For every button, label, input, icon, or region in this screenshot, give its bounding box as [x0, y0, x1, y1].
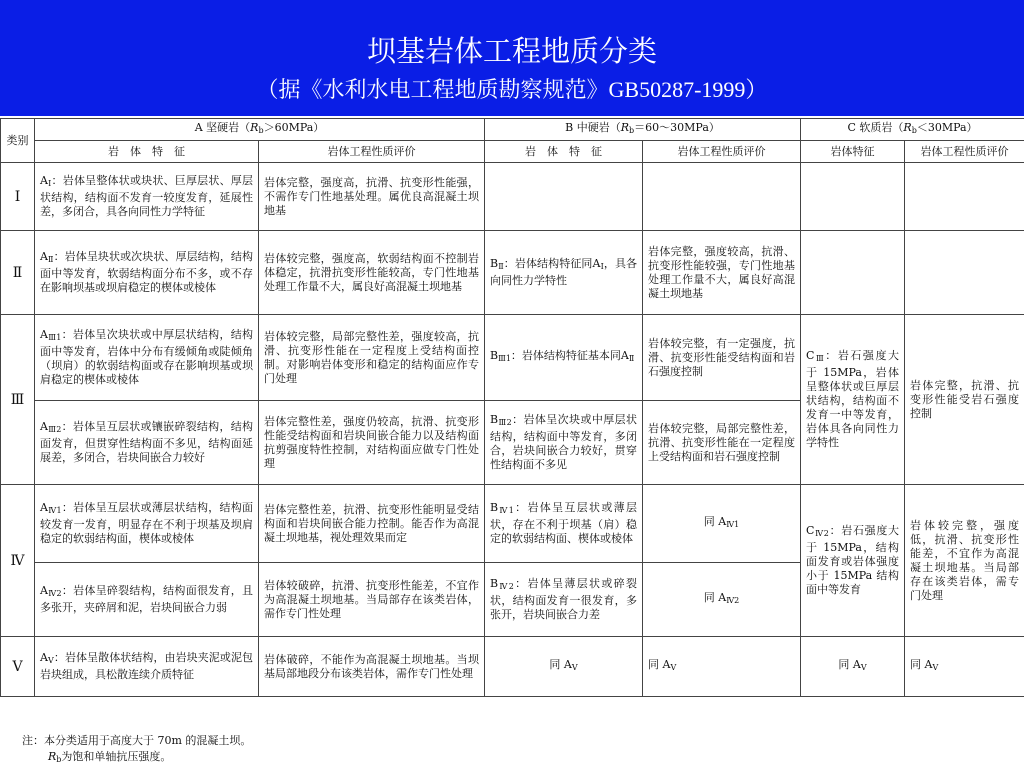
- class-label-3: Ⅲ: [1, 315, 35, 485]
- a-eval-cell: 岩体完整，强度高，抗滑、抗变形性能强，不需作专门性地基处理。属优良高混凝土坝地基: [259, 163, 485, 231]
- a-feature-cell: $A_{Ⅳ1}$：岩体呈互层状或薄层状结构，结构面较发育一发育，明显存在不利于坝基及坝肩稳定的软弱结构面，楔体或棱体: [35, 485, 259, 563]
- footnote-line-1: 注：本分类适用于高度大于 70m 的混凝土坝。: [22, 734, 252, 747]
- class-label-4: Ⅳ: [1, 485, 35, 637]
- class-label-1: Ⅰ: [1, 163, 35, 231]
- b-feature-cell: $B_{Ⅲ1}$：岩体结构特征基本同$A_Ⅱ$: [485, 315, 643, 401]
- page-subtitle: （据《水利水电工程地质勘察规范》GB50287-1999）: [256, 77, 768, 102]
- group-c-header: C 软质岩$(R_b<30MPa)$: [801, 119, 1024, 141]
- a-feature-cell: $A_Ⅰ$：岩体呈整体状或块状、巨厚层状、厚层状结构，结构面不发育一较度发育，延展性差，多闭合，具各向同性力学特征: [35, 163, 259, 231]
- table-row-class-1: [1, 163, 1024, 231]
- table-row-class-5: [1, 637, 1024, 697]
- table-row-class-4-1: [1, 485, 1024, 563]
- b-eval-cell: 岩体较完整，有一定强度，抗滑、抗变形性能受结构面和岩石强度控制: [643, 315, 801, 401]
- title-banner: [0, 0, 1024, 116]
- class-label-5: Ⅴ: [1, 637, 35, 697]
- b-eval-cell: 同 $A_Ⅴ$: [643, 637, 801, 697]
- group-b-header: B 中硬岩$(R_b=60\sim 30MPa)$: [485, 119, 801, 141]
- b-feature-cell: [485, 163, 643, 231]
- a-eval-cell: 岩体较完整，强度高，软弱结构面不控制岩体稳定，抗滑抗变形性能较高，专门性地基处理工作量不大，属良好高混凝土坝地基: [259, 231, 485, 315]
- a-eval-cell: 岩体破碎，不能作为高混凝土坝地基。当坝基局部地段分布该类岩体，需作专门性处理: [259, 637, 485, 697]
- c-feature-cell: 同 $A_Ⅴ$: [801, 637, 905, 697]
- b-feature-cell: $B_Ⅱ$：岩体结构特征同$A_Ⅰ$，具各向同性力学特性: [485, 231, 643, 315]
- classification-table: [0, 118, 1024, 697]
- a-eval-cell: 岩体完整性差，强度仍较高，抗滑、抗变形性能受结构面和岩块间嵌合能力以及结构面抗剪强度特性控制，对结构面应做专门性处理: [259, 401, 485, 485]
- b-eval-cell: 岩体完整，强度较高，抗滑、抗变形性能较强，专门性地基处理工作量不大，属良好高混凝土坝地基: [643, 231, 801, 315]
- a-feature-cell: $A_Ⅱ$：岩体呈块状或次块状、厚层结构，结构面中等发育，软弱结构面分布不多，或不存在影响坝基或坝肩稳定的楔体或棱体: [35, 231, 259, 315]
- a-feature-cell: $A_Ⅴ$：岩体呈散体状结构，由岩块夹泥或泥包岩块组成，具松散连续介质特征: [35, 637, 259, 697]
- a-feature-cell: $A_{Ⅳ2}$：岩体呈碎裂结构，结构面很发育，且多张开，夹碎屑和泥，岩块间嵌合力弱: [35, 563, 259, 637]
- table-row-class-3-1: [1, 315, 1024, 401]
- category-header: 类别: [1, 119, 35, 163]
- c-eval-cell: [905, 231, 1024, 315]
- table-row-class-2: [1, 231, 1024, 315]
- group-header-row: [1, 119, 1024, 141]
- b-feature-cell: $B_{Ⅲ2}$：岩体呈次块或中厚层状结构，结构面中等发育，多闭合，岩块间嵌合力较好，贯穿性结构面不多见: [485, 401, 643, 485]
- a-eval-cell: 岩体较完整，局部完整性差，强度较高，抗滑、抗变形性能在一定程度上受结构面控制。对影响岩体变形和稳定的结构面应作专门处理: [259, 315, 485, 401]
- c-eval-cell: [905, 163, 1024, 231]
- c-feature-cell: $C_Ⅲ$：岩石强度大于 15MPa，岩体呈整体状或巨厚层状结构，结构面不发育一中等发育，岩体具各向同性力学特性: [801, 315, 905, 485]
- page-title: 坝基岩体工程地质分类: [366, 34, 657, 68]
- b-feature-cell: 同 $A_Ⅴ$: [485, 637, 643, 697]
- b-eval-cell: 同 $A_{Ⅳ2}$: [643, 563, 801, 637]
- class-label-2: Ⅱ: [1, 231, 35, 315]
- col-header-c-eval: 岩体工程性质评价: [905, 141, 1024, 163]
- col-header-a-feature: 岩 体 特 征: [35, 141, 259, 163]
- col-header-c-feature: 岩体特征: [801, 141, 905, 163]
- c-eval-cell: 岩体完整，抗滑、抗变形性能受岩石强度控制: [905, 315, 1024, 485]
- group-a-header: A 坚硬岩$(R_b>60MPa)$: [35, 119, 485, 141]
- b-eval-cell: [643, 163, 801, 231]
- footnote-line-2: $R_b$为饱和单轴抗压强度。: [48, 750, 172, 764]
- a-feature-cell: $A_{Ⅲ2}$：岩体呈互层状或镶嵌碎裂结构，结构面发育，但贯穿性结构面不多见，结构面延展差，多闭合，岩块间嵌合力较好: [35, 401, 259, 485]
- a-eval-cell: 岩体较破碎，抗滑、抗变形性能差，不宜作为高混凝土坝地基。当局部存在该类岩体，需作专门性处理: [259, 563, 485, 637]
- col-header-b-feature: 岩 体 特 征: [485, 141, 643, 163]
- b-eval-cell: 岩体较完整，局部完整性差，抗滑、抗变形性能在一定程度上受结构面和岩石强度控制: [643, 401, 801, 485]
- b-eval-cell: 同 $A_{Ⅳ1}$: [643, 485, 801, 563]
- b-feature-cell: $B_{Ⅳ2}$：岩体呈薄层状或碎裂状，结构面发育一很发育，多张开，岩块间嵌合力差: [485, 563, 643, 637]
- col-header-b-eval: 岩体工程性质评价: [643, 141, 801, 163]
- c-eval-cell: 同 $A_Ⅴ$: [905, 637, 1024, 697]
- col-header-a-eval: 岩体工程性质评价: [259, 141, 485, 163]
- b-feature-cell: $B_{Ⅳ1}$：岩体呈互层状或薄层状，存在不利于坝基（肩）稳定的软弱结构面、楔体或棱体: [485, 485, 643, 563]
- a-eval-cell: 岩体完整性差，抗滑、抗变形性能明显受结构面和岩块间嵌合能力控制。能否作为高混凝土坝地基，视处理效果而定: [259, 485, 485, 563]
- column-header-row: [1, 141, 1024, 163]
- c-feature-cell: [801, 163, 905, 231]
- footnote: [22, 733, 251, 768]
- a-feature-cell: $A_{Ⅲ1}$：岩体呈次块状或中厚层状结构，结构面中等发育，岩体中分布有缓倾角或陡倾角（坝肩）的软弱结构面或存在影响坝基或坝肩稳定的楔体或棱体: [35, 315, 259, 401]
- c-eval-cell: 岩体较完整，强度低，抗滑、抗变形性能差，不宜作为高混凝土坝地基。当局部存在该类岩体，需专门处理: [905, 485, 1024, 637]
- c-feature-cell: [801, 231, 905, 315]
- c-feature-cell: $C_{Ⅳ2}$：岩石强度大于 15MPa，结构面发育或岩体强度小于 15MPa 结构面中等发育: [801, 485, 905, 637]
